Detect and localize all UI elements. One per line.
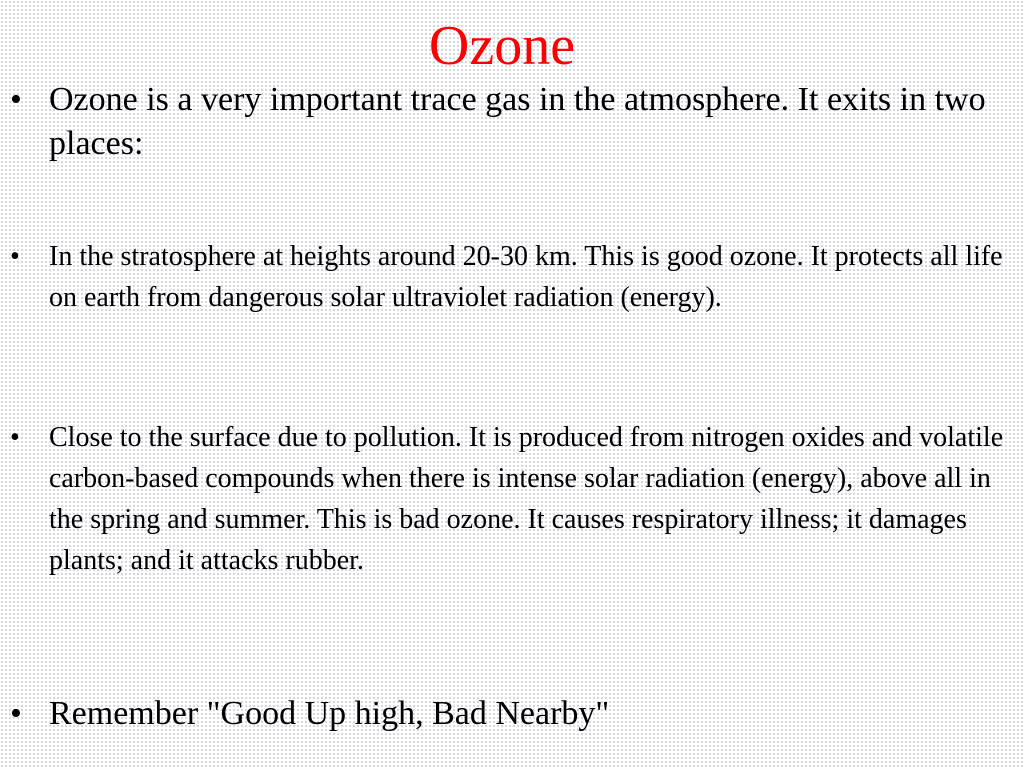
- bullet-item-remember: [0, 692, 1010, 738]
- slide-title: Ozone: [428, 15, 576, 77]
- bullet-text: Close to the surface due to pollution. It is produced from nitrogen oxides and volatile carbon-based compounds when there is intense solar radiation (energy), above all in the spring and summer. This is bad ozone. It causes respiratory illness; it damages plants; and it attacks rubber.: [49, 422, 1004, 576]
- bullet-dot: •: [10, 81, 22, 118]
- bullet-text: Remember "Good Up high, Bad Nearby": [49, 695, 610, 732]
- bullet-item-surface: [0, 417, 1010, 623]
- bullet-item-intro: [0, 78, 1010, 168]
- bullet-dot: •: [10, 422, 20, 453]
- bullet-item-stratosphere: [0, 236, 1010, 360]
- bullet-text: In the stratosphere at heights around 20-30 km. This is good ozone. It protects all life on earth from dangerous solar ultraviolet radiation (energy).: [49, 241, 1003, 313]
- bullet-dot: •: [10, 241, 20, 272]
- bullet-text: Ozone is a very important trace gas in the atmosphere. It exits in two places:: [49, 81, 986, 162]
- bullet-dot: •: [10, 695, 22, 732]
